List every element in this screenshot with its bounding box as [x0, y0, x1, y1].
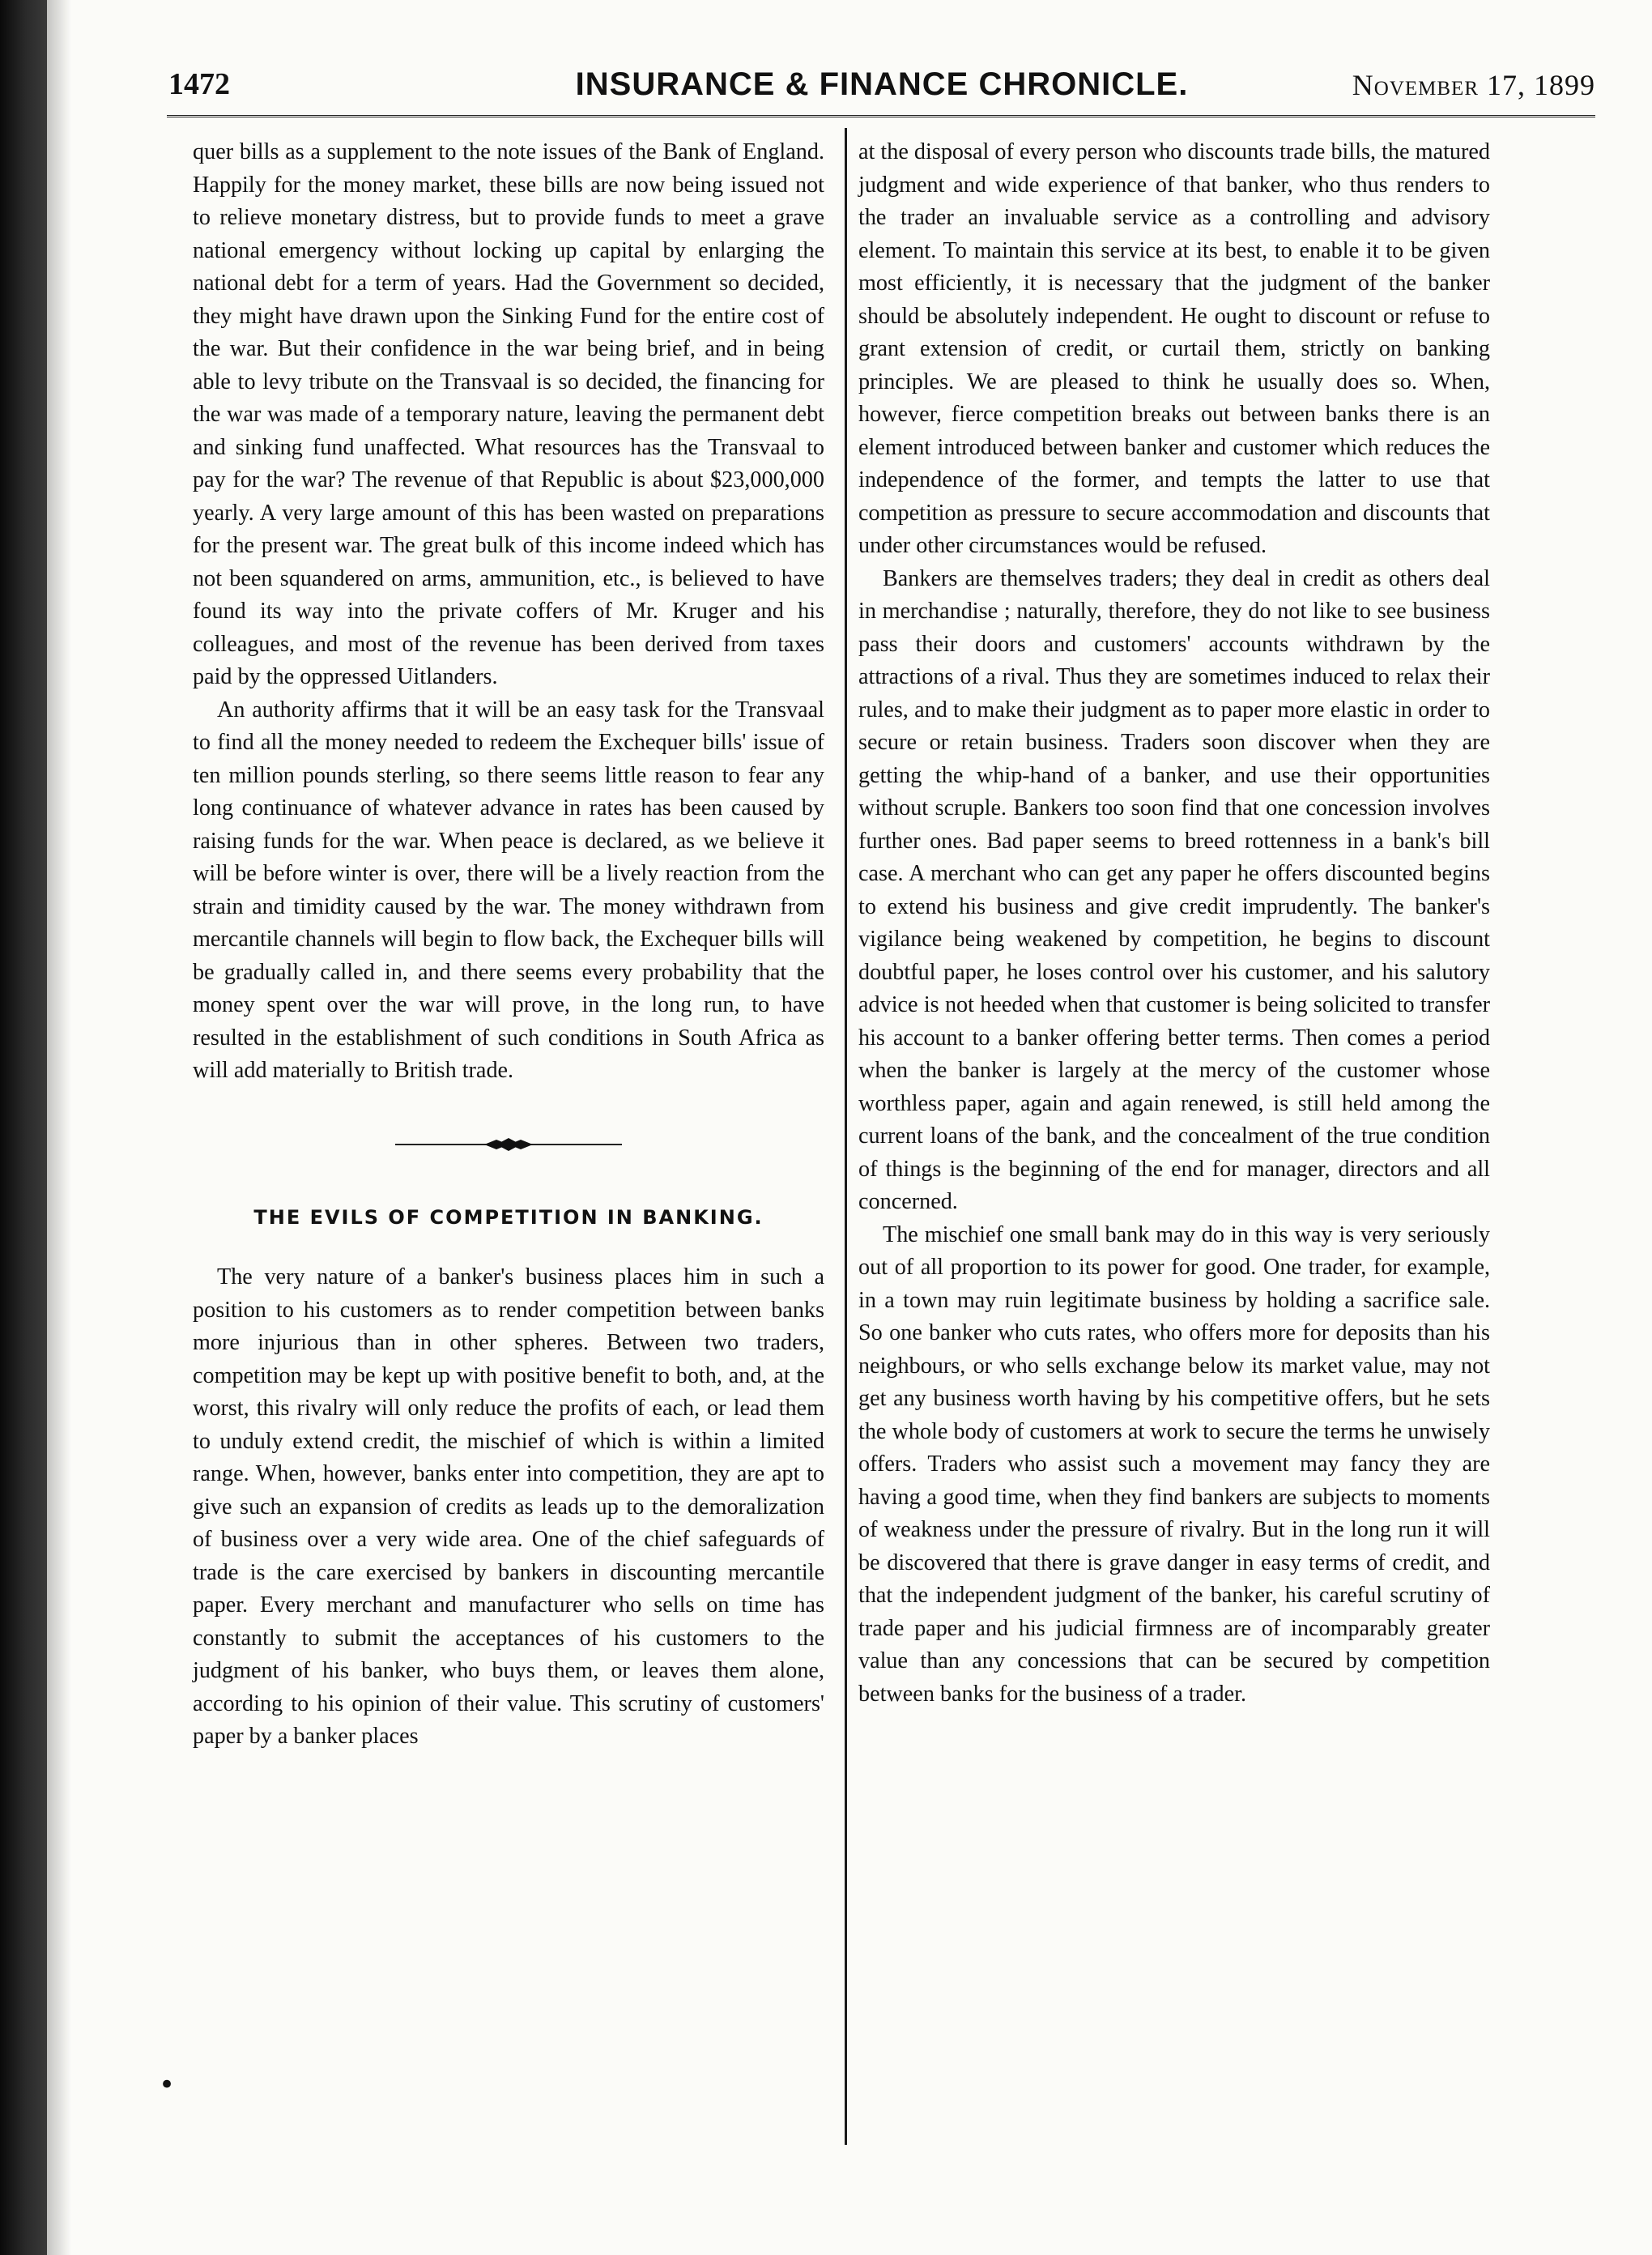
paragraph: Bankers are themselves traders; they deal in credit as others deal in merchandise ; naturally, therefore, they do not like to see business pass their doors and customers' accounts withdrawn by the attractions of a rival. Thus they are sometimes induced to relax their rules, and to make their judgment as to paper more elastic in order to secure or retain business. Traders soon discover when they are getting the whip-hand of a banker, and use their opportunities without scruple. Bankers too soon find that one concession involves further ones. Bad paper seems to breed rottenness in a bank's bill case. A merchant who can get any paper he offers discounted begins to extend his business and give credit imprudently. The banker's vigilance being weakened by competition, he begins to discount doubtful paper, he loses control over his customer, and his salutory advice is not heeded when that customer is being solicited to transfer his account to a banker offering better terms. Then comes a period when the banker is largely at the mercy of the customer whose worthless paper, again and again renewed, is still held among the current loans of the bank, and the concealment of the true condition of things is the beginning of the end for manager, directors and all concerned.	[858, 565, 1490, 1214]
publication-title: INSURANCE & FINANCE CHRONICLE.	[575, 66, 1189, 102]
section-title: THE EVILS OF COMPETITION IN BANKING.	[253, 1205, 764, 1229]
paragraph: The mischief one small bank may do in this way is very seriously out of all proportion to its power for good. One trader, for example, in a town may ruin legitimate business by holding a sacrifice sale. So one banker who cuts rates, who offers more for deposits than his neighbours, or who sells exchange below its market value, may not get any business worth having by his competitive offers, but he sets the whole body of customers at work to secure the terms he unwisely offers. Traders who assist such a movement may fancy they are having a good time, when they find bankers are subjects to moments of weakness under the pressure of rivalry. But in the long run it will be discovered that there is grave danger in easy terms of credit, and that the independent judgment of the banker, his careful scrutiny of trade paper and his judicial firmness are of incomparably greater value than any concessions that can be secured by competition between banks for the business of a trader.	[858, 1221, 1490, 1707]
paragraph: An authority affirms that it will be an easy task for the Transvaal to find all the money needed to redeem the Exchequer bills' issue of ten million pounds sterling, so there seems little reason to fear any long continuance of whatever advance in rates has been caused by raising funds for the war. When peace is declared, as we believe it will be before winter is over, there will be a lively reaction from the strain and timidity caused by the war. The money withdrawn from mercantile channels will begin to flow back, the Exchequer bills will be gradually called in, and there seems every probability that the money spent over the war will prove, in the long run, to have resulted in the establishment of such conditions in South Africa as will add materially to British trade.	[193, 697, 824, 1083]
left-column	[193, 136, 824, 1754]
section-divider	[193, 1088, 824, 1201]
issue-date: November 17, 1899	[1352, 69, 1595, 101]
paragraph: quer bills as a supplement to the note issues of the Bank of England. Happily for the money market, these bills are now being issued not to relieve monetary distress, but to provide funds to meet a grave national emergency without locking up capital by enlarging the national debt for a term of years. Had the Government so decided, they might have drawn upon the Sinking Fund for the entire cost of the war. But their confidence in the war being brief, and in being able to levy tribute on the Transvaal is so decided, the financing for the war was made of a temporary nature, leaving the permanent debt and sinking fund unaffected. What resources has the Transvaal to pay for the war? The revenue of that Republic is about $23,000,000 yearly. A very large amount of this has been wasted on preparations for the present war. The great bulk of this income indeed which has not been squandered on arms, ammunition, etc., is believed to have found its way into the private coffers of Mr. Kruger and his colleagues, and most of the revenue has been derived from taxes paid by the oppressed Uitlanders.	[193, 139, 824, 689]
page-header	[168, 66, 1595, 112]
page-number: 1472	[168, 67, 230, 101]
spine-shadow	[47, 0, 71, 2255]
header-rule	[167, 115, 1595, 117]
margin-dot: •	[159, 2069, 176, 2101]
dash-diamond-ornament-icon	[395, 1136, 622, 1153]
paragraph: The very nature of a banker's business places him in such a position to his customers as to render competition between banks more injurious than in other spheres. Between two traders, competition may be kept up with positive benefit to both, and, at the worst, this rivalry will only reduce the profits of each, or lead them to unduly extend credit, the mischief of which is within a limited range. When, however, banks enter into competition, they are apt to give such an expansion of credits as leads up to the demoralization of business over a very wide area. One of the chief safeguards of trade is the care exercised by bankers in discounting mercantile paper. Every merchant and manufacturer who sells on time has constantly to submit the acceptances of his customers to the judgment of his banker, who buys them, or leaves them alone, according to his opinion of their value. This scrutiny of customers' paper by a banker places	[193, 1264, 824, 1749]
right-column	[858, 136, 1490, 1711]
column-rule	[845, 128, 847, 2145]
scan-border	[0, 0, 47, 2255]
paragraph: at the disposal of every person who discounts trade bills, the matured judgment and wide experience of that banker, who thus renders to the trader an invaluable service as a controlling and advisory element. To maintain this service at its best, to enable it to be given most efficiently, it is necessary that the judgment of the banker should be absolutely independent. He ought to discount or refuse to grant extension of credit, or curtail them, strictly on banking principles. We are pleased to think he usually does so. When, however, fierce competition breaks out between banks there is an element introduced between banker and customer which reduces the independence of the former, and tempts the latter to use that competition as pressure to secure accommodation and discounts that under other circumstances would be refused.	[858, 139, 1490, 558]
newspaper-page	[47, 0, 1652, 2255]
